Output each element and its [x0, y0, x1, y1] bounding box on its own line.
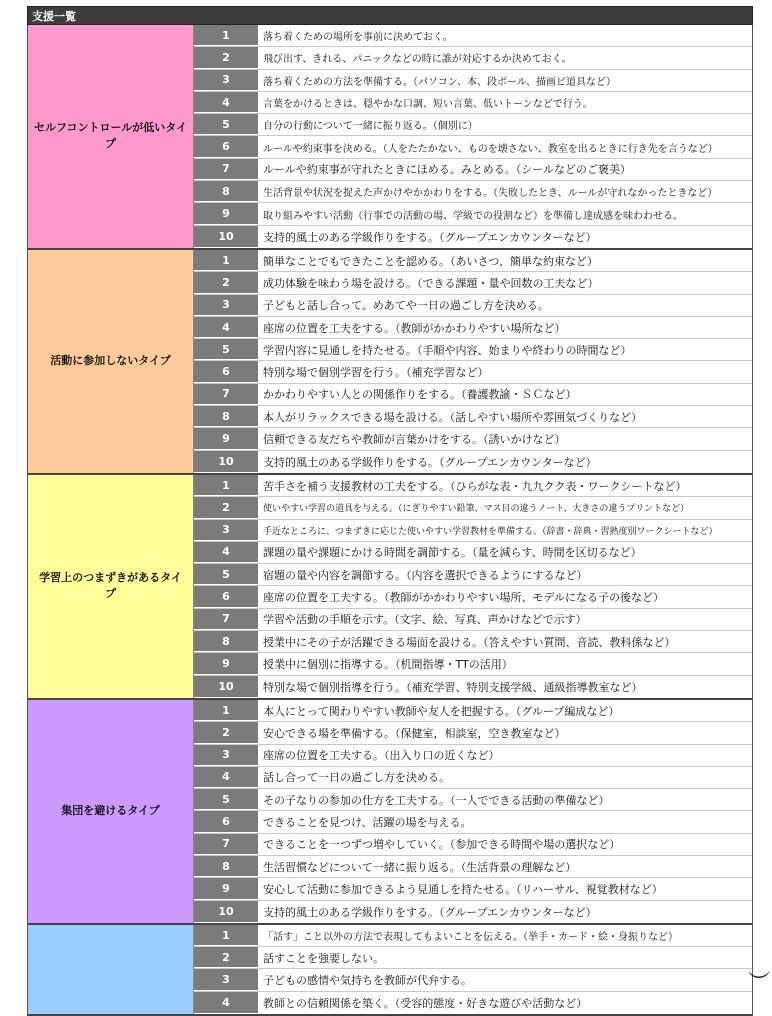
item-number: 1 [194, 475, 259, 496]
table-row [194, 901, 752, 923]
table-row [194, 767, 752, 789]
table-row [194, 631, 752, 653]
item-text: 手近なところに、つまずきに応じた使いやすい学習教材を準備する。（辞書・辞典・習熟度別ワークシートなど） [263, 526, 718, 537]
item-text: 特別な場で個別指導を行う。（補充学習、特別支援学級、通級指導教室など） [263, 680, 643, 694]
item-text: 課題の量や課題にかける時間を調節する。（量を減らす、時間を区切るなど） [263, 546, 642, 560]
table-row [194, 136, 752, 158]
table-row [194, 586, 752, 608]
category-label [28, 925, 194, 1014]
item-number: 2 [194, 497, 259, 518]
item-text: できることを見つけ、活躍の場を与える。 [263, 816, 472, 830]
item-number: 2 [194, 47, 259, 68]
table-row [194, 114, 752, 136]
item-number: 5 [194, 114, 259, 135]
table-row [194, 25, 752, 47]
table-row [194, 925, 752, 947]
item-number: 4 [194, 542, 259, 563]
item-text: 話し合って一日の過ごし方を決める。 [263, 771, 450, 785]
item-text: 座席の位置を工夫をする。（教師がかかわりやすい場所など） [263, 321, 566, 335]
item-number: 10 [194, 451, 259, 473]
item-text: 学習や活動の手順を示す。（文字、絵、写真、声かけなどで示す） [263, 613, 587, 627]
item-text: 支持的風土のある学級作りをする。（グループエンカウンターなど） [263, 905, 597, 919]
support-group [27, 475, 753, 700]
item-number: 5 [194, 564, 259, 585]
item-number: 1 [194, 250, 259, 271]
item-text: ルールや約束事が守れたときにほめる、みとめる。（シールなどのご褒美） [263, 163, 632, 177]
sheet-title: 支援一覧 [27, 6, 753, 25]
item-text: その子なりの参加の仕方を工夫する。（一人でできる活動の準備など） [263, 793, 610, 807]
item-number: 9 [194, 653, 259, 674]
table-row [194, 92, 752, 114]
item-number: 10 [194, 226, 259, 248]
support-group [27, 925, 753, 1016]
table-row [194, 653, 752, 675]
table-row [194, 159, 752, 181]
item-number: 4 [194, 317, 259, 338]
table-row [194, 226, 752, 248]
table-row [194, 700, 752, 722]
item-text: 飛び出す、きれる、パニックなどの時に誰が対応するか決めておく。 [263, 54, 572, 66]
item-number: 7 [194, 159, 259, 180]
item-number: 2 [194, 947, 259, 968]
item-text: 授業中にその子が活躍できる場面を設ける。（答えやすい質問、音読、教科係など） [263, 635, 676, 649]
support-items [194, 925, 752, 1014]
item-number: 1 [194, 925, 259, 946]
support-items [194, 700, 752, 923]
item-text: できることを一つずつ増やしていく。（参加できる時間や場の選択など） [263, 838, 621, 852]
item-text: 言葉をかけるときは、穏やかな口調、短い言葉、低いトーンなどで行う。 [263, 99, 593, 111]
table-row [194, 317, 752, 339]
item-text: 落ち着くための場所を事前に決めておく。 [263, 32, 453, 44]
item-text: 座席の位置を工夫する。（教師がかかわりやすい場所、モデルになる子の後など） [263, 591, 664, 605]
item-number: 6 [194, 136, 259, 157]
item-text: 苦手さを補う支援教材の工夫をする。（ひらがな表・九九クク表・ワークシートなど） [263, 479, 687, 493]
item-text: ルールや約束事を決める。（人をたたかない、ものを壊さない、教室を出るときに行き先を言うなど） [263, 143, 718, 155]
page-curl-icon: ︶ [747, 971, 770, 996]
table-row [194, 542, 752, 564]
item-number: 1 [194, 25, 259, 46]
item-text: 支持的風土のある学級作りをする。（グループエンカウンターなど） [263, 455, 597, 469]
support-group [27, 250, 753, 475]
table-row [194, 272, 752, 294]
support-items [194, 25, 752, 248]
item-text: 本人にとって関わりやすい教師や友人を把握する。（グループ編成など） [263, 704, 620, 718]
item-text: 宿題の量や内容を調節する。（内容を選択できるようにするなど） [263, 568, 588, 582]
table-row [194, 564, 752, 586]
item-number: 3 [194, 745, 259, 766]
item-text: 支持的風土のある学級作りをする。（グループエンカウンターなど） [263, 230, 597, 244]
table-row [194, 339, 752, 361]
support-items [194, 250, 752, 473]
support-table [27, 25, 753, 1016]
item-number: 8 [194, 181, 259, 202]
item-number: 5 [194, 339, 259, 360]
table-row [194, 745, 752, 767]
item-number: 10 [194, 901, 259, 923]
item-number: 3 [194, 70, 259, 91]
table-row [194, 203, 752, 225]
item-number: 3 [194, 295, 259, 316]
table-row [194, 497, 752, 519]
item-text: 「話す」こと以外の方法で表現してもよいことを伝える。（挙手・カード・絵・身振りなど） [263, 932, 678, 944]
item-number: 4 [194, 92, 259, 113]
table-row [194, 609, 752, 631]
item-text: 教師との信頼関係を築く。（受容的態度・好きな遊びや活動など） [263, 996, 588, 1010]
item-text: 本人がリラックスできる場を設ける。（話しやすい場所や雰囲気づくりなど） [263, 410, 643, 424]
item-text: 自分の行動について一緒に振り返る。（個別に） [263, 121, 478, 133]
item-number: 5 [194, 789, 259, 810]
table-row [194, 361, 752, 383]
table-row [194, 878, 752, 900]
item-text: 生活背景や状況を捉えた声かけやかかわりをする。（失敗したとき、ルールが守れなかったときなど） [263, 188, 718, 200]
item-text: 子どもと話し合って、めあてや一日の過ごし方を決める。 [263, 299, 549, 313]
table-row [194, 384, 752, 406]
item-number: 8 [194, 406, 259, 427]
item-number: 3 [194, 520, 259, 541]
item-text: 安心して活動に参加できるよう見通しを持たせる。（リハーサル、視覚教材など） [263, 882, 663, 896]
category-label: 学習上のつまずきがあるタイプ [28, 475, 194, 698]
item-number: 4 [194, 992, 259, 1014]
table-row [194, 47, 752, 69]
support-list-sheet [27, 6, 753, 1016]
table-row [194, 428, 752, 450]
item-number: 6 [194, 811, 259, 832]
table-row [194, 856, 752, 878]
item-text: 取り組みやすい活動（行事での活動の場、学級での役割など）を準備し達成感を味わわせる。 [263, 210, 683, 222]
table-row [194, 520, 752, 542]
item-text: 生活習慣などについて一緒に振り返る。（生活背景の理解など） [263, 860, 577, 874]
table-row [194, 992, 752, 1014]
item-number: 8 [194, 631, 259, 652]
table-row [194, 834, 752, 856]
item-number: 4 [194, 767, 259, 788]
item-text: 信頼できる友だちや教師が言葉かけをする。（誘いかけなど） [263, 432, 566, 446]
support-items [194, 475, 752, 698]
item-number: 7 [194, 384, 259, 405]
item-text: 落ち着くための方法を準備する。（パソコン、本、段ボール、描画ビ道具など） [263, 76, 616, 88]
category-label: セルフコントロールが低いタイプ [28, 25, 194, 248]
category-label: 活動に参加しないタイプ [28, 250, 194, 473]
table-row [194, 406, 752, 428]
item-text: 簡単なことでもできたことを認める。（あいさつ、簡単な約束など） [263, 254, 599, 268]
table-row [194, 70, 752, 92]
item-text: 特別な場で個別学習を行う。（補充学習など） [263, 366, 489, 380]
item-number: 2 [194, 272, 259, 293]
table-row [194, 181, 752, 203]
item-number: 9 [194, 428, 259, 449]
item-text: 使いやすい学習の道具を与える。（にぎりやすい鉛筆、マス目の違うノート、大きさの違うプリントなど） [263, 504, 690, 515]
table-row [194, 250, 752, 272]
item-number: 6 [194, 586, 259, 607]
table-row [194, 451, 752, 473]
table-row [194, 947, 752, 969]
item-text: 話すことを強要しない。 [263, 951, 384, 965]
item-number: 7 [194, 609, 259, 630]
item-number: 3 [194, 969, 259, 990]
table-row [194, 475, 752, 497]
item-text: 座席の位置を工夫する。（出入り口の近くなど） [263, 749, 500, 763]
category-label: 集団を避けるタイプ [28, 700, 194, 923]
item-number: 9 [194, 203, 259, 224]
item-text: 安心できる場を準備する。（保健室，相談室，空き教室など） [263, 726, 566, 740]
item-text: かかわりやすい人との関係作りをする。（養護教諭・ＳＣなど） [263, 388, 577, 402]
table-row [194, 722, 752, 744]
item-number: 6 [194, 361, 259, 382]
support-group [27, 700, 753, 925]
table-row [194, 676, 752, 698]
item-number: 9 [194, 878, 259, 899]
item-number: 10 [194, 676, 259, 698]
table-row [194, 789, 752, 811]
table-row [194, 811, 752, 833]
table-row [194, 969, 752, 991]
item-number: 1 [194, 700, 259, 721]
item-text: 成功体験を味わう場を設ける。（できる課題・量や回数の工夫など） [263, 276, 599, 290]
item-text: 学習内容に見通しを持たせる。（手順や内容、始まりや終わりの時間など） [263, 343, 632, 357]
item-text: 授業中に個別に指導する。（机間指導・TTの活用） [263, 657, 513, 671]
item-number: 8 [194, 856, 259, 877]
support-group [27, 25, 753, 250]
table-row [194, 295, 752, 317]
item-text: 子どもの感情や気持ちを教師が代弁する。 [263, 974, 472, 988]
item-number: 2 [194, 722, 259, 743]
item-number: 7 [194, 834, 259, 855]
